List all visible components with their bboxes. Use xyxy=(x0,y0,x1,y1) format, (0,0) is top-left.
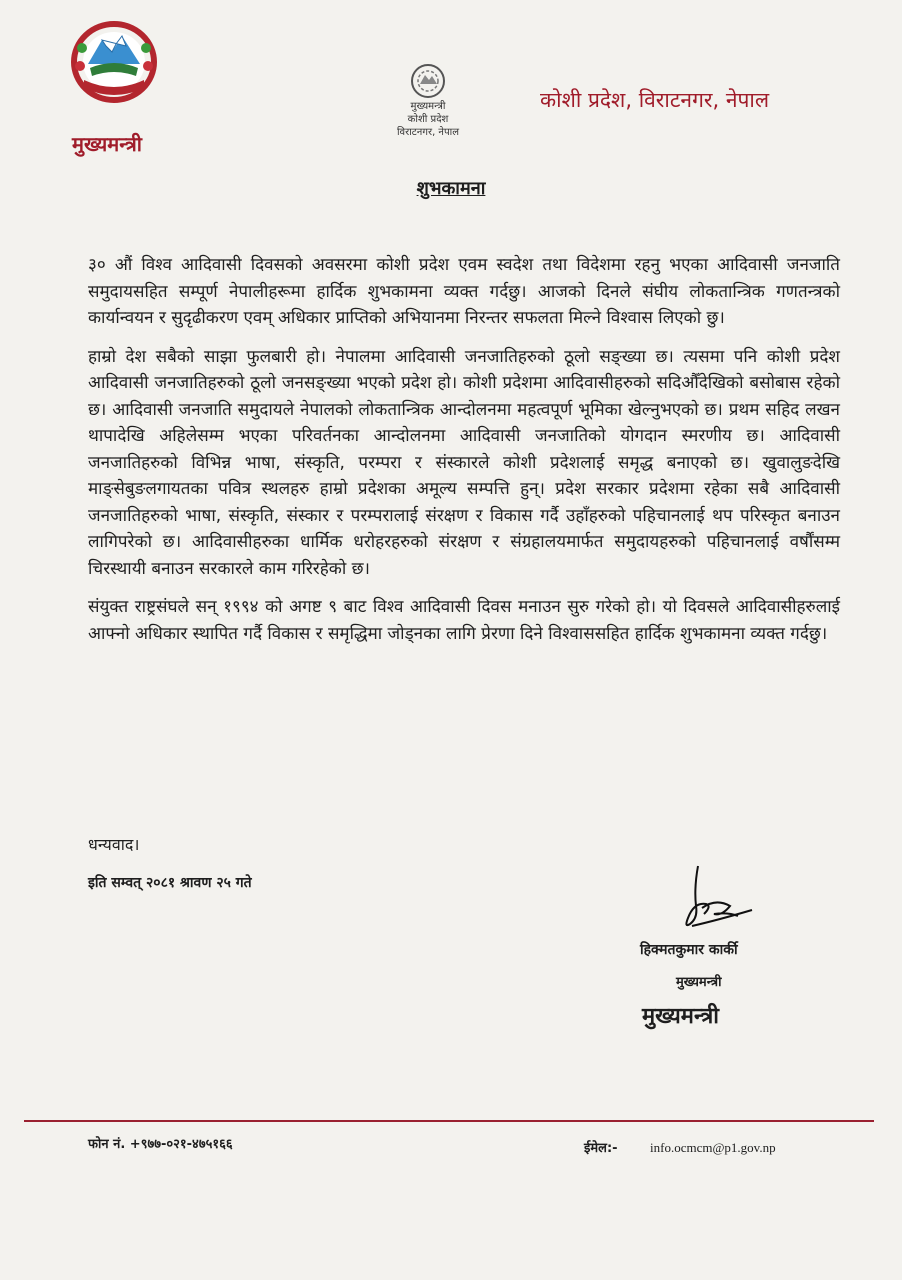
date-line: इति सम्वत् २०८१ श्रावण २५ गते xyxy=(88,875,252,891)
office-address: कोशी प्रदेश, विराटनगर, नेपाल xyxy=(540,88,770,112)
letter-body xyxy=(88,252,840,659)
coat-of-arms-emblem xyxy=(66,18,162,106)
paragraph-2: हाम्रो देश सबैको साझा फुलबारी हो। नेपालमा आदिवासी जनजातिहरुको ठूलो सङ्ख्या छ। त्यसमा पनि कोशी प्रदेश आदिवासी जनजातिहरुको ठूलो जनसङ्ख्या भएको प्रदेश हो। कोशी प्रदेशमा आदिवासीहरुको सदिऔँदेखिको बसोबास रहेको छ। आदिवासी जनजाति समुदायले नेपालको लोकतान्त्रिक आन्दोलनमा महत्वपूर्ण भूमिका खेल्नुभएको छ। प्रथम सहिद लखन थापादेखि अहिलेसम्म भएका परिवर्तनका आन्दोलनमा आदिवासी जनजातिको योगदान स्मरणीय छ। आदिवासी जनजातिहरुको विभिन्न भाषा, संस्कृति, परम्परा र संस्कारले कोशी प्रदेशलाई समृद्ध बनाएको छ। खुवालुङदेखि माङ्सेबुङलगायतका पवित्र स्थलहरु हाम्रो प्रदेशका अमूल्य सम्पत्ति हुन्। प्रदेश सरकार प्रदेशमा रहेका सबै आदिवासी जनजातिहरुको भाषा, संस्कृति, संस्कार र परम्परालाई संरक्षण र विकास गर्दै उहाँहरुको पहिचानलाई थप परिस्कृत बनाउन लागिपरेको छ। आदिवासीहरुका धार्मिक धरोहरहरुको संरक्षण र संग्रहालयमार्फत समुदायहरुको पहिचानलाई वर्षौंसम्म चिरस्थायी बनाउन सरकारले काम गरिरहेको छ। xyxy=(88,346,840,579)
footer-email[interactable]: info.ocmcm@p1.gov.np xyxy=(650,1140,776,1155)
office-label: मुख्यमन्त्री xyxy=(72,132,142,156)
signatory-title: मुख्यमन्त्री xyxy=(676,975,722,990)
letter-title xyxy=(0,176,902,200)
seal-line-1: मुख्यमन्त्री xyxy=(410,101,446,112)
closing-text: धन्यवाद। xyxy=(88,835,140,854)
footer-divider xyxy=(24,1120,874,1122)
seal-line-3: विराटनगर, नेपाल xyxy=(396,127,460,138)
office-seal xyxy=(380,62,476,139)
footer-phone: फोन नं. +९७७-०२१-४७५१६६ xyxy=(88,1137,233,1152)
signatory-stamp: मुख्यमन्त्री xyxy=(642,1004,719,1029)
signatory-name: हिक्मतकुमार कार्की xyxy=(640,942,738,958)
paragraph-3: संयुक्त राष्ट्रसंघले सन् १९९४ को अगष्ट ९ बाट विश्व आदिवासी दिवस मनाउन सुरु गरेको हो। यो दिवसले आदिवासीहरुलाई आफ्नो अधिकार स्थापित गर्दै विकास र समृद्धिमा जोड्नका लागि प्रेरणा दिने विश्वाससहित हार्दिक शुभकामना व्यक्त गर्दछु। xyxy=(88,597,840,644)
handwritten-signature xyxy=(668,858,760,942)
paragraph-1: ३० औं विश्व आदिवासी दिवसको अवसरमा कोशी प्रदेश एवम स्वदेश तथा विदेशमा रहनु भएका आदिवासी जनजाति समुदायसहित सम्पूर्ण नेपालीहरूमा हार्दिक शुभकामना व्यक्त गर्दछु। आजको दिनले संघीय लोकतान्त्रिक गणतन्त्रको कार्यान्वयन र सुदृढीकरण एवम् अधिकार प्राप्तिको अभियानमा निरन्तर सफलता मिल्ने विश्वास लिएको छु। xyxy=(88,255,840,328)
footer-email-label: ईमेल:- xyxy=(584,1141,618,1156)
letter-title-text: शुभकामना xyxy=(416,178,486,199)
seal-line-2: कोशी प्रदेश xyxy=(407,114,449,125)
seal-icon xyxy=(409,62,447,100)
